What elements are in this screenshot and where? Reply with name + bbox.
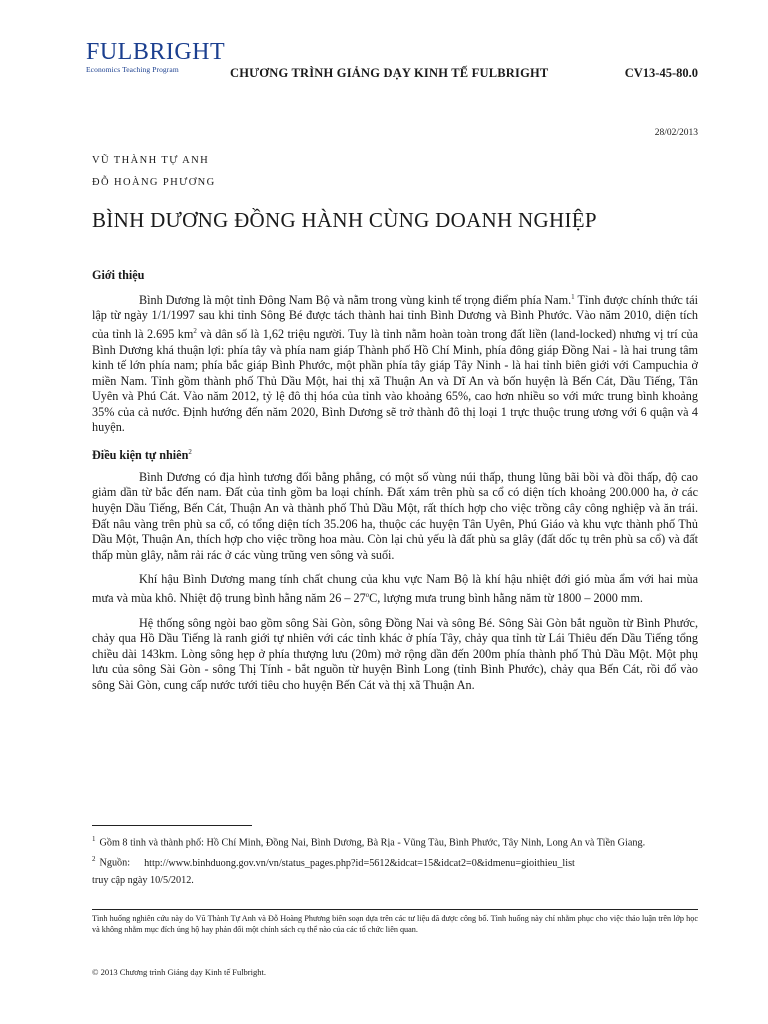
section-heading-nature: Điều kiện tự nhiên$^2$ (92, 448, 192, 463)
copyright-notice: © 2013 Chương trình Giảng dạy Kinh tế Fulbright. (92, 967, 266, 977)
author-name: ĐỖ HOÀNG PHƯƠNG (92, 177, 216, 188)
footnote-2-tail: truy cập ngày 10/5/2012. (92, 874, 194, 886)
section-heading-intro: Giới thiệu (92, 268, 145, 282)
disclaimer-text: Tình huống nghiên cứu này do Vũ Thành Tự Anh và Đỗ Hoàng Phương biên soạn dựa trên các tư liệu đã được công bố. Tình huống này chỉ nhằm phục cho việc thảo luận trên lớp học và không nhằm mục đích ủng hộ hay phản đối một chính sách cụ thể nào của các tổ chức liên quan. (92, 914, 698, 935)
footnote-1: $^1$ Gồm 8 tỉnh và thành phố: Hồ Chí Minh, Đồng Nai, Bình Dương, Bà Rịa - Vũng Tàu, Bình Phước, Tây Ninh, Long An và Tiền Giang. (92, 835, 646, 849)
author-name: VŨ THÀNH TỰ ANH (92, 155, 210, 166)
nature-paragraph-rivers: Hệ thống sông ngòi bao gồm sông Sài Gòn, sông Đồng Nai và sông Bé. Sông Sài Gòn bắt nguồn từ Bình Phước, chảy qua Hồ Dầu Tiếng là ranh giới tự nhiên với các tỉnh khác ở phía Tây, chảy qua tỉnh từ Lái Thiêu đến Dầu Tiếng tổng chiều dài 143km. Lòng sông hẹp ở phía thượng lưu (20m) mở rộng dần đến 200m phía thành phố Thủ Dầu Một. Một phụ lưu của sông Sài Gòn - sông Thị Tính - bắt nguồn từ huyện Bình Long (tỉnh Bình Phước), chảy qua Bến Cát, rồi đổ vào sông Sài Gòn, cung cấp nước tưới tiêu cho huyện Bến Cát và thị xã Thuận An. (92, 615, 698, 692)
footnotes (92, 831, 698, 889)
footnote-2: $^2$ Nguồn: http://www.binhduong.gov.vn/vn/status_pages.php?id=5612&idcat=15&idcat2=0&idmenu=gioithieu_list (92, 855, 575, 869)
footnote-ref[interactable]: 2 (188, 448, 192, 457)
footnote-divider (92, 825, 252, 826)
program-title: CHƯƠNG TRÌNH GIẢNG DẠY KINH TẾ FULBRIGHT (230, 66, 549, 80)
nature-paragraph-climate: Khí hậu Bình Dương mang tính chất chung của khu vực Nam Bộ là khí hậu nhiệt đới gió mùa ẩm với hai mùa mưa và mùa khô. Nhiệt độ trung bình hằng năm 26 – 27$^o$C, lượng mưa trung bình hằng năm từ 1800 – 2000 mm. (92, 572, 698, 605)
logo-wordmark: FULBRIGHT (86, 39, 226, 65)
intro-paragraph: Bình Dương là một tỉnh Đông Nam Bộ và nằm trong vùng kinh tế trọng điểm phía Nam.$^1$ Tỉnh được chính thức tái lập từ ngày 1/1/1997 sau khi tỉnh Sông Bé được tách thành hai tỉnh Bình Dương và Bình Phước. Vào năm 2010, diện tích của tỉnh là 2.695 $km^2$ và dân số là 1,62 triệu người. Tuy là tỉnh nằm hoàn toàn trong đất liền (land-locked) nhưng vị trí của Bình Dương khá thuận lợi: phía tây và phía nam giáp Thành phố Hồ Chí Minh, phía đông giáp Đồng Nai - là hai trung tâm kinh tế lớn phía nam; phía bắc giáp Bình Phước, một phần phía tây giáp Tây Ninh - là hai tỉnh biên giới với Campuchia ở miền Nam. Tỉnh gồm thành phố Thủ Dầu Một, hai thị xã Thuận An và Dĩ An và bốn huyện là Bến Cát, Dầu Tiếng, Tân Uyên và Phú Cát. Vào năm 2012, tỷ lệ đô thị hóa của tỉnh vào khoảng 65%, cao hơn nhiều so với mức trung bình khoảng 35% của cả nước. Định hướng đến năm 2020, Bình Dương sẽ trở thành đô thị loại 1 trực thuộc trung ương với 6 quận và 4 huyện. (92, 292, 698, 435)
document-body (92, 268, 698, 703)
disclaimer-divider (92, 909, 698, 910)
nature-paragraph-terrain: Bình Dương có địa hình tương đối bằng phẳng, có một số vùng núi thấp, thung lũng bãi bồi và đồi thấp, độ cao giảm dần từ bắc đến nam. Đất của tỉnh gồm ba loại chính. Đất xám trên phù sa cổ có diện tích khoảng 200.000 ha, ở các huyện Dầu Tiếng, Bến Cát, Thuận An và thành phố Thủ Dầu Một, rất thích hợp cho việc trồng cây công nghiệp và ăn trái. Đất nâu vàng trên phù sa cổ, có tổng diện tích 35.206 ha, thuộc các huyện Tân Uyên, Phú Giáo và khu vực thành phố Thủ Dầu Một, Thuận An, thích hợp cho việc trồng hoa màu. Còn lại chủ yếu là đất phù sa glây (đất dốc tụ trên phù sa cổ) và đất thấp mùn glây, nằm rải rác ở các vùng trũng ven sông và suối. (92, 469, 698, 562)
document-code: CV13-45-80.0 (624, 66, 698, 80)
fulbright-logo (86, 39, 226, 74)
footnote-ref[interactable]: 1 (571, 292, 575, 301)
document-title: BÌNH DƯƠNG ĐỒNG HÀNH CÙNG DOANH NGHIỆP (92, 208, 597, 232)
superscript: 2 (193, 326, 197, 335)
degree-sign: o (365, 590, 370, 599)
author-list (92, 150, 216, 194)
document-date: 28/02/2013 (654, 128, 698, 138)
source-url-link[interactable]: http://www.binhduong.gov.vn/vn/status_pages.php?id=5612&idcat=15&idcat2=0&idmenu=gioithieu_list (144, 857, 575, 869)
logo-subtitle: Economics Teaching Program (86, 65, 179, 74)
